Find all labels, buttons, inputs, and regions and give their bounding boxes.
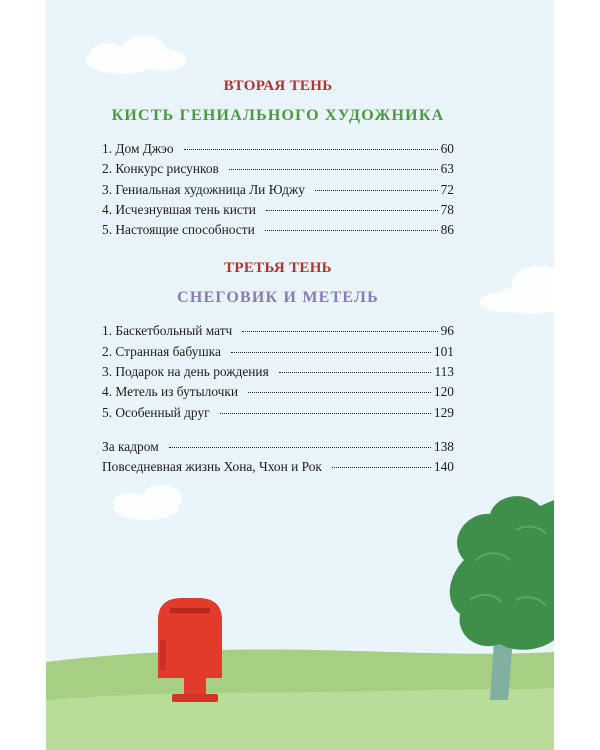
page-number: 96 [440,323,454,339]
chapter-title: 2. Странная бабушка [102,343,221,359]
dot-leader [231,352,431,353]
dot-leader [248,392,431,393]
page-number: 78 [440,201,454,217]
chapter-title: 4. Исчезнувшая тень кисти [102,201,256,217]
page-number: 60 [440,141,454,156]
cloud-icon [86,35,186,74]
list-item[interactable] [102,364,454,384]
dot-leader [229,169,438,170]
list-item[interactable] [102,323,454,343]
chapter-list [102,141,454,242]
list-item[interactable] [102,439,454,459]
section-label: ТРЕТЬЯ ТЕНЬ [224,260,332,277]
list-item[interactable] [102,202,454,222]
chapter-title: 2. Конкурс рисунков [102,161,219,177]
page-number: 63 [440,161,454,177]
page-number: 138 [433,438,454,454]
chapter-list [102,323,454,424]
list-item[interactable] [102,161,454,181]
toc-section-second-shadow [102,78,454,242]
list-item[interactable] [102,384,454,404]
list-item[interactable] [102,141,454,161]
cloud-icon [114,485,182,520]
cloud-icon [480,266,554,314]
extra-title: За кадром [102,438,159,454]
page-number: 101 [433,343,454,359]
dot-leader [265,230,438,231]
chapter-title: 3. Подарок на день рождения [102,364,269,380]
dot-leader [242,331,437,332]
book-page [46,0,554,750]
dot-leader [315,190,438,191]
list-item[interactable] [102,344,454,364]
section-title: СНЕГОВИК И МЕТЕЛЬ [177,289,379,307]
dot-leader [279,372,432,373]
list-item[interactable] [102,182,454,202]
dot-leader [332,467,431,468]
dot-leader [169,447,431,448]
chapter-title: 5. Настоящие способности [102,222,255,238]
list-item[interactable] [102,459,454,479]
page-number: 120 [433,384,454,400]
chapter-title: 1. Дом Джэо [102,141,174,156]
page-number: 129 [433,404,454,420]
toc-section-third-shadow [102,260,454,424]
section-label: ВТОРАЯ ТЕНЬ [223,78,333,94]
page-number: 86 [440,222,454,238]
chapter-title: 5. Особенный друг [102,404,210,420]
list-item[interactable] [102,405,454,425]
list-item[interactable] [102,222,454,242]
extras-list [102,439,454,480]
dot-leader [220,413,431,414]
page-number: 72 [440,181,454,197]
dot-leader [184,149,438,150]
chapter-title: 3. Гениальная художница Ли Юджу [102,181,305,197]
extra-title: Повседневная жизнь Хона, Чхон и Рок [102,459,322,475]
chapter-title: 4. Метель из бутылочки [102,384,239,400]
section-title: КИСТЬ ГЕНИАЛЬНОГО ХУДОЖНИКА [111,107,445,124]
grass-foreground [46,688,554,750]
page-number: 140 [433,459,454,475]
page-number: 113 [434,364,454,380]
table-of-contents [102,78,454,480]
dot-leader [266,210,438,211]
chapter-title: 1. Баскетбольный матч [102,323,233,339]
